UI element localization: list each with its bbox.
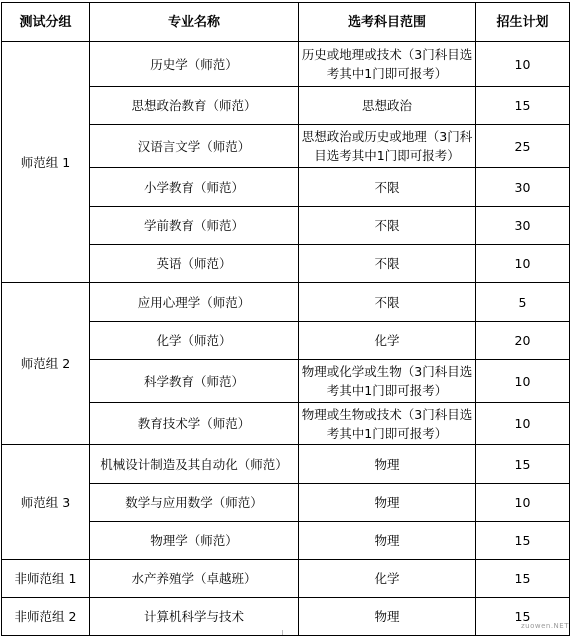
- major-cell: 汉语言文学（师范）: [90, 125, 299, 168]
- table-row: [2, 598, 570, 636]
- major-cell: 应用心理学（师范）: [90, 283, 299, 322]
- subjects-cell: 不限: [299, 245, 476, 283]
- plan-cell: 20: [476, 322, 570, 360]
- plan-cell: 10: [476, 245, 570, 283]
- plan-cell: 25: [476, 125, 570, 168]
- group-cell: 非师范组 1: [2, 560, 90, 598]
- subjects-cell: 化学: [299, 322, 476, 360]
- major-cell: 化学（师范）: [90, 322, 299, 360]
- subjects-cell: 物理: [299, 598, 476, 636]
- page-edge-mark: [282, 630, 283, 635]
- plan-cell: 10: [476, 484, 570, 522]
- table-row: [2, 445, 570, 484]
- major-cell: 教育技术学（师范）: [90, 403, 299, 445]
- major-cell: 科学教育（师范）: [90, 360, 299, 403]
- major-cell: 计算机科学与技术: [90, 598, 299, 636]
- group-cell: 非师范组 2: [2, 598, 90, 636]
- subjects-cell: 物理或生物或技术（3门科目选考其中1门即可报考）: [299, 403, 476, 445]
- header-row: [2, 3, 570, 42]
- group-cell: 师范组 1: [2, 42, 90, 283]
- major-cell: 历史学（师范）: [90, 42, 299, 87]
- plan-cell: 15: [476, 445, 570, 484]
- watermark: zuowen.NET: [520, 622, 569, 630]
- major-cell: 机械设计制造及其自动化（师范）: [90, 445, 299, 484]
- major-cell: 数学与应用数学（师范）: [90, 484, 299, 522]
- subjects-cell: 物理: [299, 522, 476, 560]
- major-cell: 小学教育（师范）: [90, 168, 299, 207]
- group-cell: 师范组 2: [2, 283, 90, 445]
- plan-cell: 15: [476, 598, 570, 636]
- header-major: 专业名称: [90, 3, 299, 42]
- table-row: [2, 283, 570, 322]
- group-cell: 师范组 3: [2, 445, 90, 560]
- subjects-cell: 思想政治或历史或地理（3门科目选考其中1门即可报考）: [299, 125, 476, 168]
- plan-cell: 10: [476, 42, 570, 87]
- subjects-cell: 物理或化学或生物（3门科目选考其中1门即可报考）: [299, 360, 476, 403]
- major-cell: 水产养殖学（卓越班）: [90, 560, 299, 598]
- major-cell: 物理学（师范）: [90, 522, 299, 560]
- subjects-cell: 化学: [299, 560, 476, 598]
- header-plan: 招生计划: [476, 3, 570, 42]
- admission-plan-table: [1, 2, 570, 636]
- subjects-cell: 历史或地理或技术（3门科目选考其中1门即可报考）: [299, 42, 476, 87]
- table-row: [2, 560, 570, 598]
- header-subjects: 选考科目范围: [299, 3, 476, 42]
- subjects-cell: 物理: [299, 445, 476, 484]
- plan-cell: 10: [476, 360, 570, 403]
- major-cell: 英语（师范）: [90, 245, 299, 283]
- subjects-cell: 思想政治: [299, 87, 476, 125]
- subjects-cell: 不限: [299, 168, 476, 207]
- plan-cell: 15: [476, 87, 570, 125]
- plan-cell: 5: [476, 283, 570, 322]
- plan-cell: 15: [476, 522, 570, 560]
- plan-cell: 15: [476, 560, 570, 598]
- plan-cell: 30: [476, 168, 570, 207]
- header-group: 测试分组: [2, 3, 90, 42]
- subjects-cell: 不限: [299, 207, 476, 245]
- major-cell: 思想政治教育（师范）: [90, 87, 299, 125]
- plan-cell: 10: [476, 403, 570, 445]
- subjects-cell: 物理: [299, 484, 476, 522]
- plan-cell: 30: [476, 207, 570, 245]
- table-row: [2, 42, 570, 87]
- subjects-cell: 不限: [299, 283, 476, 322]
- major-cell: 学前教育（师范）: [90, 207, 299, 245]
